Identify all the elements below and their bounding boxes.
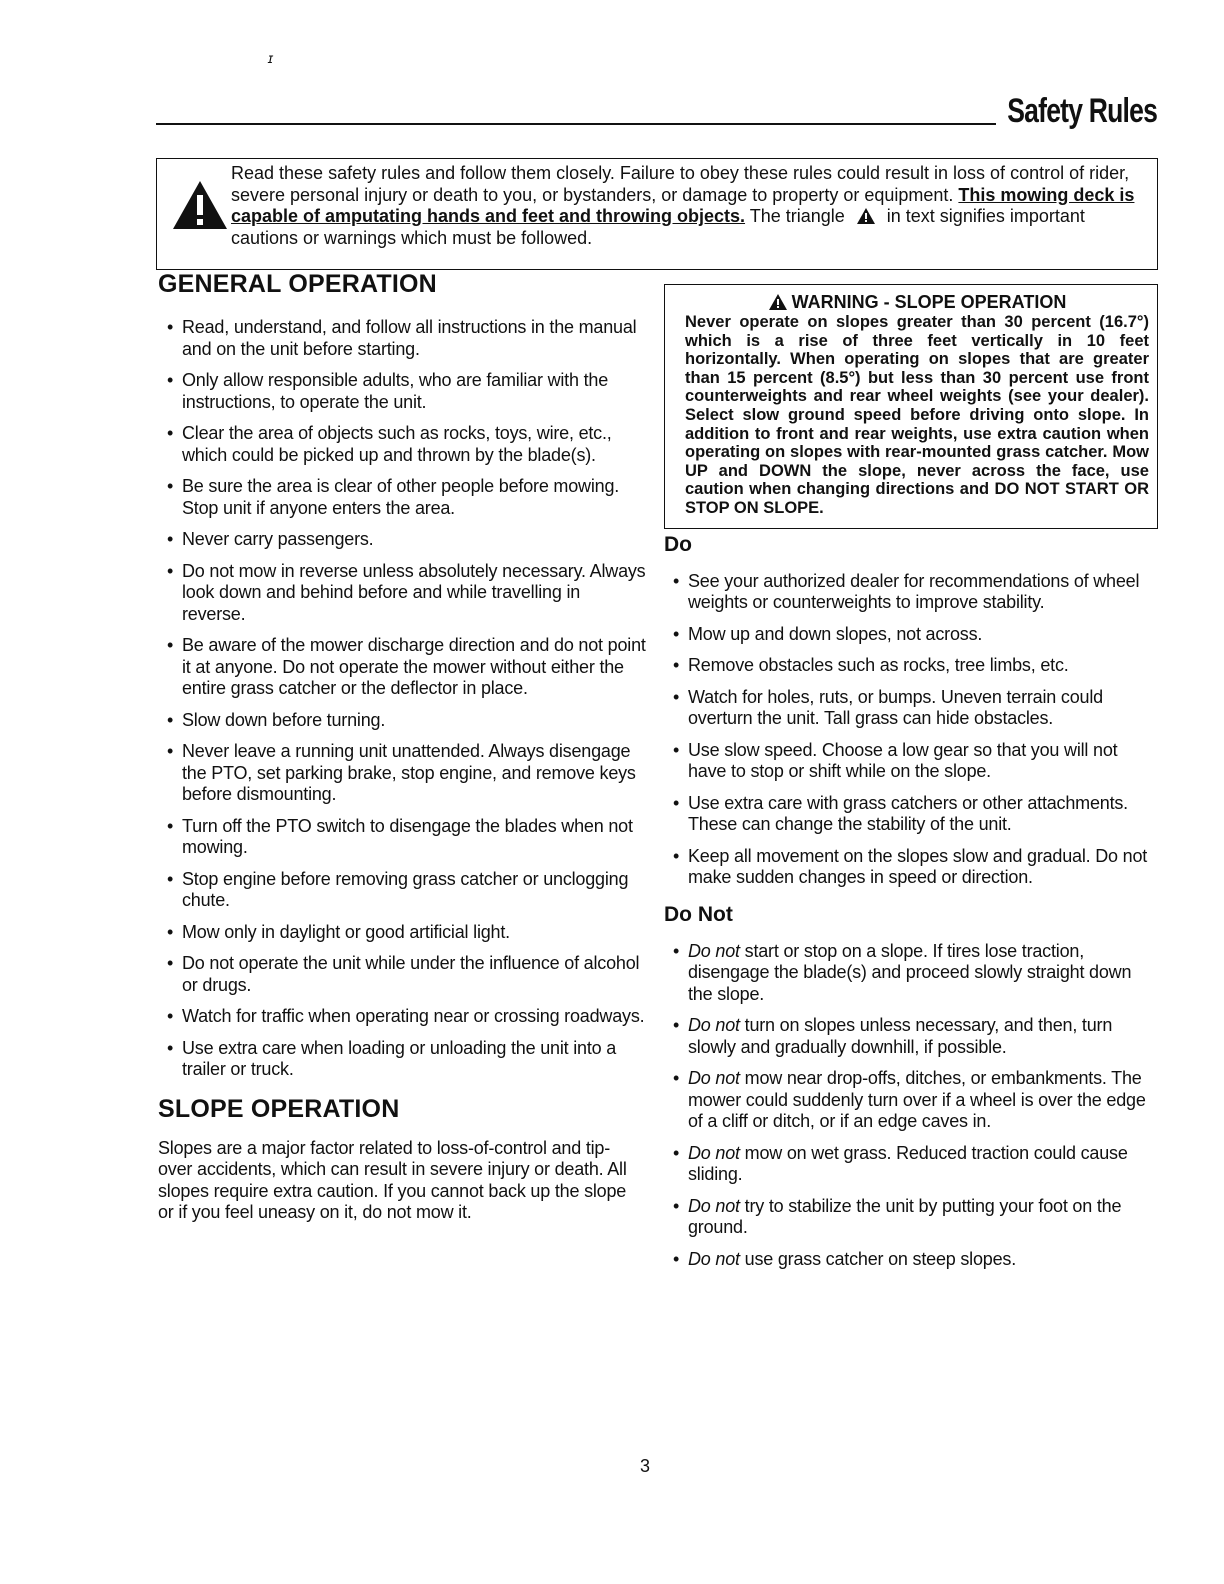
list-item xyxy=(158,816,648,859)
intro-tail-2: in text signifies important cautions or warnings which must be followed. xyxy=(231,206,1085,248)
list-item xyxy=(664,941,1158,1006)
list-item-text: Watch for traffic when operating near or crossing roadways. xyxy=(182,1006,645,1026)
list-item xyxy=(664,740,1158,783)
list-item xyxy=(158,317,648,360)
do-not-list xyxy=(664,941,1158,1271)
page-title: Safety Rules xyxy=(1007,92,1157,130)
list-item-text: Never carry passengers. xyxy=(182,529,374,549)
list-item-text: Do not mow in reverse unless absolutely necessary. Always look down and behind before and while travelling in reverse. xyxy=(182,560,646,624)
list-item-text: Do not operate the unit while under the influence of alcohol or drugs. xyxy=(182,953,640,995)
list-item xyxy=(158,869,648,912)
list-item xyxy=(158,635,648,700)
do-not-prefix: Do not xyxy=(688,940,740,961)
do-not-prefix: Do not xyxy=(688,1068,740,1089)
list-item xyxy=(664,1068,1158,1133)
bullet-icon: • xyxy=(167,560,174,581)
list-item-text: Never leave a running unit unattended. Always disengage the PTO, set parking brake, stop engine, and remove keys before dismounting. xyxy=(182,741,636,804)
bullet-icon: • xyxy=(673,686,680,707)
general-operation-list xyxy=(158,317,648,1081)
list-item xyxy=(158,741,648,806)
bullet-icon: • xyxy=(673,792,680,813)
list-item xyxy=(158,1038,648,1081)
list-item xyxy=(664,846,1158,889)
left-column xyxy=(158,270,648,1224)
do-heading: Do xyxy=(664,532,692,556)
list-item-text: use grass catcher on steep slopes. xyxy=(739,1248,1017,1269)
bullet-icon: • xyxy=(673,845,680,866)
bullet-icon: • xyxy=(167,635,174,655)
list-item-text: See your authorized dealer for recommendations of wheel weights or counterweights to improve stability. xyxy=(688,570,1140,613)
do-not-prefix: Do not xyxy=(688,1248,740,1269)
list-item-text: Mow only in daylight or good artificial light. xyxy=(182,921,510,942)
list-item xyxy=(664,1015,1158,1058)
do-list xyxy=(664,571,1158,889)
list-item xyxy=(664,1143,1158,1186)
do-not-heading: Do Not xyxy=(664,902,733,926)
list-item-text: Keep all movement on the slopes slow and gradual. Do not make sudden changes in speed or direction. xyxy=(688,845,1148,888)
intro-line: Read these safety rules and follow them closely. Failure to obey these rules could result in loss of control of rider, severe personal injury or death to you, or bystanders, or damage to property or equipment. xyxy=(231,163,1130,205)
list-item xyxy=(158,529,648,551)
bullet-icon: • xyxy=(167,1037,174,1058)
list-item-text: Remove obstacles such as rocks, tree limbs, etc. xyxy=(688,655,1069,676)
page-mark: ɪ xyxy=(268,50,273,66)
bullet-icon: • xyxy=(673,1015,680,1036)
list-item xyxy=(158,922,648,944)
bullet-icon: • xyxy=(673,1068,680,1089)
list-item-text: Mow up and down slopes, not across. xyxy=(688,623,983,644)
bullet-icon: • xyxy=(673,623,680,644)
list-item-text: Be sure the area is clear of other people before mowing. Stop unit if anyone enters the area. xyxy=(182,476,620,518)
list-item xyxy=(664,624,1158,646)
list-item-text: Watch for holes, ruts, or bumps. Uneven terrain could overturn the unit. Tall grass can hide obstacles. xyxy=(688,686,1103,729)
list-item xyxy=(664,1196,1158,1239)
bullet-icon: • xyxy=(167,741,174,761)
bullet-icon: • xyxy=(673,655,680,676)
warning-triangle-icon xyxy=(856,207,876,225)
header-rule xyxy=(156,123,996,125)
bullet-icon: • xyxy=(167,476,174,496)
list-item xyxy=(158,953,648,996)
list-item xyxy=(158,561,648,626)
list-item xyxy=(158,710,648,732)
page-number: 3 xyxy=(640,1456,651,1476)
do-not-prefix: Do not xyxy=(688,1015,740,1036)
list-item-text: Stop engine before removing grass catcher or unclogging chute. xyxy=(182,868,629,910)
list-item xyxy=(158,423,648,466)
list-item-text: Be aware of the mower discharge direction and do not point it at anyone. Do not operate the mower without either the entire grass catcher or the deflector in place. xyxy=(182,635,646,698)
list-item-text: mow near drop-offs, ditches, or embankments. The mower could suddenly turn over if a wheel is over the edge of a cliff or ditch, or if an edge caves in. xyxy=(688,1068,1146,1132)
intro-tail-1: The triangle xyxy=(745,206,850,226)
list-item-text: start or stop on a slope. If tires lose traction, disengage the blade(s) and proceed slowly straight down the slope. xyxy=(688,940,1132,1004)
intro-text xyxy=(231,163,1146,249)
list-item xyxy=(664,655,1158,677)
bullet-icon: • xyxy=(167,370,174,390)
list-item xyxy=(158,1006,648,1028)
bullet-icon: • xyxy=(167,868,174,889)
bullet-icon: • xyxy=(673,940,680,961)
list-item-text: mow on wet grass. Reduced traction could cause sliding. xyxy=(688,1142,1128,1185)
warning-body: Never operate on slopes greater than 30 percent (16.7°) which is a rise of three feet vertically in 10 feet horizontally. When operating on slopes that are greater than 15 percent (8.5°) but less than 30 percent use front counterweights and rear wheel weights (see your dealer). Select slow ground speed before driving onto slope. In addition to front and rear weights, use extra caution when operating on slopes with rear-mounted grass catcher. Mow UP and DOWN the slope, never across the face, use caution when changing directions and DO NOT START OR STOP ON SLOPE. xyxy=(685,313,1149,517)
list-item xyxy=(158,370,648,413)
list-item-text: Slow down before turning. xyxy=(182,709,386,730)
bullet-icon: • xyxy=(673,739,680,760)
list-item xyxy=(664,793,1158,836)
bullet-icon: • xyxy=(673,1195,680,1216)
warning-title: WARNING - SLOPE OPERATION xyxy=(791,292,1067,312)
list-item xyxy=(664,1249,1158,1271)
list-item-text: Use extra care when loading or unloading the unit into a trailer or truck. xyxy=(182,1037,617,1079)
bullet-icon: • xyxy=(167,709,174,730)
list-item-text: turn on slopes unless necessary, and then, turn slowly and gradually downhill, if possible. xyxy=(688,1015,1113,1057)
bullet-icon: • xyxy=(167,423,174,443)
general-operation-heading: GENERAL OPERATION xyxy=(158,270,437,298)
warning-heading xyxy=(685,291,1149,313)
do-not-prefix: Do not xyxy=(688,1195,740,1216)
list-item xyxy=(158,476,648,519)
bullet-icon: • xyxy=(167,529,174,549)
list-item-text: try to stabilize the unit by putting your foot on the ground. xyxy=(688,1195,1122,1238)
list-item-text: Read, understand, and follow all instructions in the manual and on the unit before starting. xyxy=(182,317,637,359)
list-item-text: Clear the area of objects such as rocks, toys, wire, etc., which could be picked up and thrown by the blade(s). xyxy=(182,423,612,465)
list-item-text: Only allow responsible adults, who are familiar with the instructions, to operate the unit. xyxy=(182,370,609,412)
do-not-prefix: Do not xyxy=(688,1142,740,1163)
intro-warning-box xyxy=(156,158,1158,270)
slope-operation-heading: SLOPE OPERATION xyxy=(158,1094,400,1123)
bullet-icon: • xyxy=(167,815,174,836)
list-item-text: Use extra care with grass catchers or other attachments. These can change the stability of the unit. xyxy=(688,792,1128,835)
list-item-text: Use slow speed. Choose a low gear so that you will not have to stop or shift while on the slope. xyxy=(688,739,1118,782)
warning-triangle-icon xyxy=(768,293,788,311)
bullet-icon: • xyxy=(673,570,680,591)
slope-operation-paragraph: Slopes are a major factor related to loss-of-control and tip-over accidents, which can result in severe injury or death. All slopes require extra caution. If you cannot back up the slope or if you feel uneasy on it, do not mow it. xyxy=(158,1137,627,1222)
slope-warning-box xyxy=(664,284,1158,529)
list-item xyxy=(664,687,1158,730)
bullet-icon: • xyxy=(167,317,174,337)
list-item-text: Turn off the PTO switch to disengage the blades when not mowing. xyxy=(182,815,633,857)
bullet-icon: • xyxy=(167,1006,174,1026)
warning-triangle-icon xyxy=(171,179,229,231)
right-column xyxy=(664,284,1158,1280)
bullet-icon: • xyxy=(673,1142,680,1163)
list-item xyxy=(664,571,1158,614)
bullet-icon: • xyxy=(167,921,174,942)
bullet-icon: • xyxy=(673,1248,680,1269)
bullet-icon: • xyxy=(167,953,174,973)
intro-emphasis: This mowing deck is capable of amputating hands and feet and throwing objects. xyxy=(231,184,1135,226)
